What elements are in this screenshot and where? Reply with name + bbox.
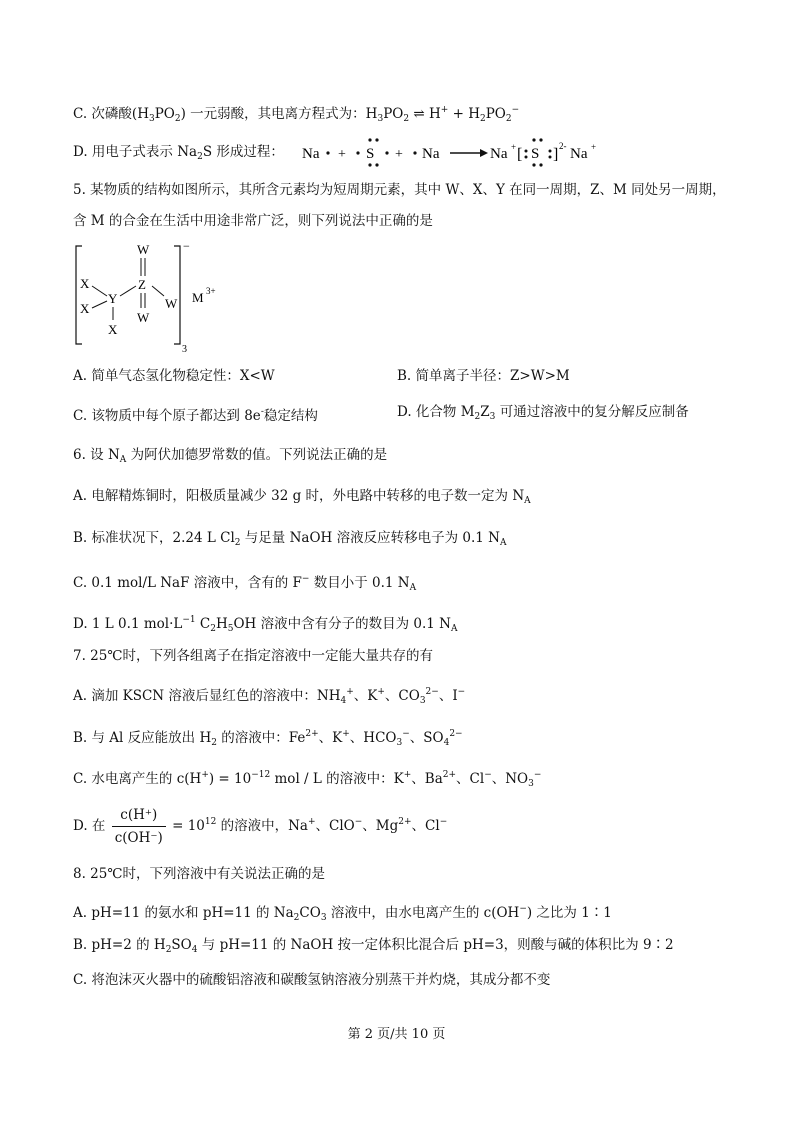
atom-w-right: W (165, 296, 178, 311)
q5-option-c: C. 该物质中每个原子都达到 8e-稳定结构 (73, 407, 318, 424)
na-atom-1: Na (302, 146, 320, 162)
q5-stem-line2: 含 M 的合金在生活中用途非常广泛，则下列说法中正确的是 (73, 213, 433, 229)
q6-option-d: D. 1 L 0.1 $mol\cdot L^{-1}$ $C_2H_5OH$ 溶液中含有分子的数目为 0.1 $N_A$ (73, 615, 458, 634)
q5-stem-line1: 5. 某物质的结构如图所示，其所含元素均为短周期元素，其中 W、X、Y 在同一周期，Z、M 同处另一周期， (73, 182, 726, 198)
q8-option-c: C. 将泡沫灭火器中的硫酸铝溶液和碳酸氢钠溶液分别蒸干并灼烧，其成分都不变 (73, 972, 551, 988)
svg-text:+: + (511, 142, 517, 152)
structure-diagram (70, 236, 250, 356)
counter-ion: M (192, 290, 204, 305)
q6-stem: 6. 设 $N_A$ 为阿伏加德罗常数的值。下列说法正确的是 (73, 447, 388, 465)
arrow-icon (480, 149, 488, 157)
q6-option-c: C. 0.1 mol/L NaF 溶液中，含有的 F− 数目小于 0.1 $N_A$ (73, 574, 417, 593)
na-ion-1: Na (490, 146, 508, 162)
electron-dot-formation (298, 134, 598, 170)
atom-x-bottom: X (108, 322, 118, 337)
option-c-h3po2: C. 次磷酸$(H_3PO_2)$ 一元弱酸，其电离方程式为：$H_3PO_2$ ⇌ $H^+ + H_2PO_2^-$ (73, 105, 520, 124)
svg-text:]: ] (553, 146, 559, 163)
na-atom-2: Na (422, 146, 440, 162)
svg-text:3+: 3+ (206, 286, 216, 296)
plus-sign-1: + (338, 147, 346, 162)
atom-x-mid: X (80, 301, 90, 316)
anion-charge: − (183, 239, 190, 253)
q5-option-a: A. 简单气态氢化物稳定性：X<W (73, 368, 275, 384)
atom-w-bottom: W (137, 310, 150, 325)
s-atom: S (366, 146, 375, 162)
bracket-subscript: 3 (182, 344, 187, 355)
q8-option-a: A. pH=11 的氨水和 pH=11 的 $Na_2CO_3$ 溶液中，由水电离产生的 c(OH−) 之比为 1∶1 (73, 904, 612, 923)
q8-option-b: B. pH=2 的 $H_2SO_4$ 与 pH=11 的 NaOH 按一定体积比混合后 pH=3，则酸与碱的体积比为 9∶2 (73, 937, 674, 955)
q7-option-d: D. 在 $\frac{c(H^+)}{c(OH^-)}$ = $10^{12}$ 的溶液中，Na+、ClO−、$Mg^{2+}$、Cl− (73, 804, 447, 849)
q7-option-c: C. 水电离产生的 $c(H^+) = 10^{-12}$ mol / L 的溶液中：K+、$Ba^{2+}$、Cl−、$NO_3^-$ (73, 770, 542, 789)
option-d-na2s: D. 用电子式表示 $Na_2S$ 形成过程： (73, 144, 284, 162)
atom-y: Y (108, 291, 118, 306)
plus-sign-2: + (395, 147, 403, 162)
svg-text:+: + (591, 142, 597, 152)
atom-x-top: X (80, 276, 90, 291)
q5-option-d: D. 化合物 $M_2Z_3$ 可通过溶液中的复分解反应制备 (397, 404, 689, 422)
q5-option-b: B. 简单离子半径：Z>W>M (397, 368, 570, 384)
q7-stem: 7. 25℃时，下列各组离子在指定溶液中一定能大量共存的有 (73, 648, 433, 664)
s-ion: S (531, 146, 540, 162)
q8-stem: 8. 25℃时，下列溶液中有关说法正确的是 (73, 866, 325, 882)
svg-text:[: [ (517, 146, 523, 163)
na-ion-2: Na (570, 146, 588, 162)
q6-option-a: A. 电解精炼铜时，阳极质量减少 32 g 时，外电路中转移的电子数一定为 $N_A$ (73, 488, 531, 506)
atom-w-top: W (137, 242, 150, 257)
svg-text:2-: 2- (559, 141, 567, 151)
ratio-fraction: $\frac{c(H^+)}{c(OH^-)}$ (112, 804, 166, 849)
q7-option-a: A. 滴加 KSCN 溶液后显红色的溶液中：$NH_4^+$、K+、$CO_3^{2-}$、I− (73, 687, 466, 706)
q6-option-b: B. 标准状况下，2.24 L $Cl_2$ 与足量 NaOH 溶液反应转移电子为 0.1 $N_A$ (73, 530, 507, 548)
atom-z: Z (138, 277, 146, 292)
q7-option-b: B. 与 Al 反应能放出 $H_2$ 的溶液中：$Fe^{2+}$、K+、$HCO_3^-$、$SO_4^{2-}$ (73, 729, 463, 748)
page-footer: 第 2 页/共 10 页 (347, 1027, 446, 1042)
